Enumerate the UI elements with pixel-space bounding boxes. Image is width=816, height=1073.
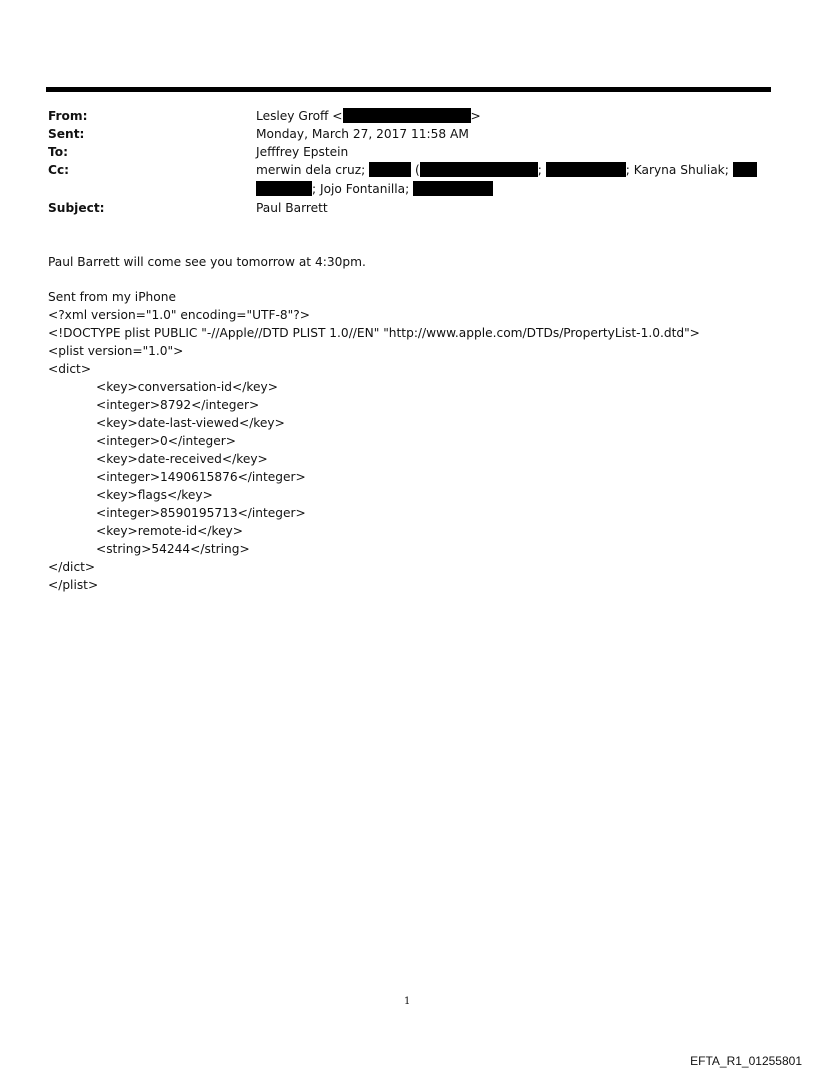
xml-line: <?xml version="1.0" encoding="UTF-8"?>	[48, 308, 310, 322]
from-close: >	[470, 109, 481, 123]
cc-value-line1	[256, 161, 757, 179]
cc-part1: merwin dela cruz;	[256, 163, 370, 177]
cc-part3: ;	[537, 163, 546, 177]
redaction-box	[733, 162, 757, 177]
cc-value-line2	[256, 180, 493, 198]
subject-label: Subject:	[48, 201, 105, 215]
cc-label: Cc:	[48, 163, 70, 177]
redaction-box	[413, 181, 493, 196]
message-text: Paul Barrett will come see you tomorrow at 4:30pm.	[48, 255, 366, 269]
xml-line: <!DOCTYPE plist PUBLIC "-//Apple//DTD PLIST 1.0//EN" "http://www.apple.com/DTDs/PropertyList-1.0.dtd">	[48, 326, 700, 340]
xml-line: <key>date-received</key>	[96, 452, 268, 466]
xml-line: <integer>8590195713</integer>	[96, 506, 306, 520]
xml-line: <key>date-last-viewed</key>	[96, 416, 285, 430]
redaction-box	[343, 108, 471, 123]
redaction-box	[369, 162, 411, 177]
cc-part5: ; Jojo Fontanilla;	[312, 182, 414, 196]
to-label: To:	[48, 145, 68, 159]
xml-line: <key>conversation-id</key>	[96, 380, 278, 394]
redaction-box	[420, 162, 538, 177]
xml-line: </dict>	[48, 560, 96, 574]
xml-line: </plist>	[48, 578, 99, 592]
to-value: Jefffrey Epstein	[256, 145, 349, 159]
from-value	[256, 107, 481, 125]
from-name: Lesley Groff <	[256, 109, 343, 123]
document-id: EFTA_R1_01255801	[690, 1054, 802, 1068]
redaction-box	[546, 162, 626, 177]
xml-line: <dict>	[48, 362, 92, 376]
xml-line: <key>remote-id</key>	[96, 524, 243, 538]
header-divider	[46, 87, 771, 92]
from-label: From:	[48, 109, 88, 123]
xml-line: <key>flags</key>	[96, 488, 213, 502]
redaction-box	[256, 181, 312, 196]
sent-value: Monday, March 27, 2017 11:58 AM	[256, 127, 469, 141]
xml-line: <plist version="1.0">	[48, 344, 184, 358]
xml-line: <string>54244</string>	[96, 542, 250, 556]
sent-label: Sent:	[48, 127, 85, 141]
signature-text: Sent from my iPhone	[48, 290, 176, 304]
subject-value: Paul Barrett	[256, 201, 328, 215]
xml-line: <integer>8792</integer>	[96, 398, 260, 412]
xml-line: <integer>0</integer>	[96, 434, 236, 448]
cc-part4: ; Karyna Shuliak;	[625, 163, 733, 177]
page-number: 1	[404, 996, 411, 1007]
xml-line: <integer>1490615876</integer>	[96, 470, 306, 484]
cc-part2: (	[411, 163, 420, 177]
